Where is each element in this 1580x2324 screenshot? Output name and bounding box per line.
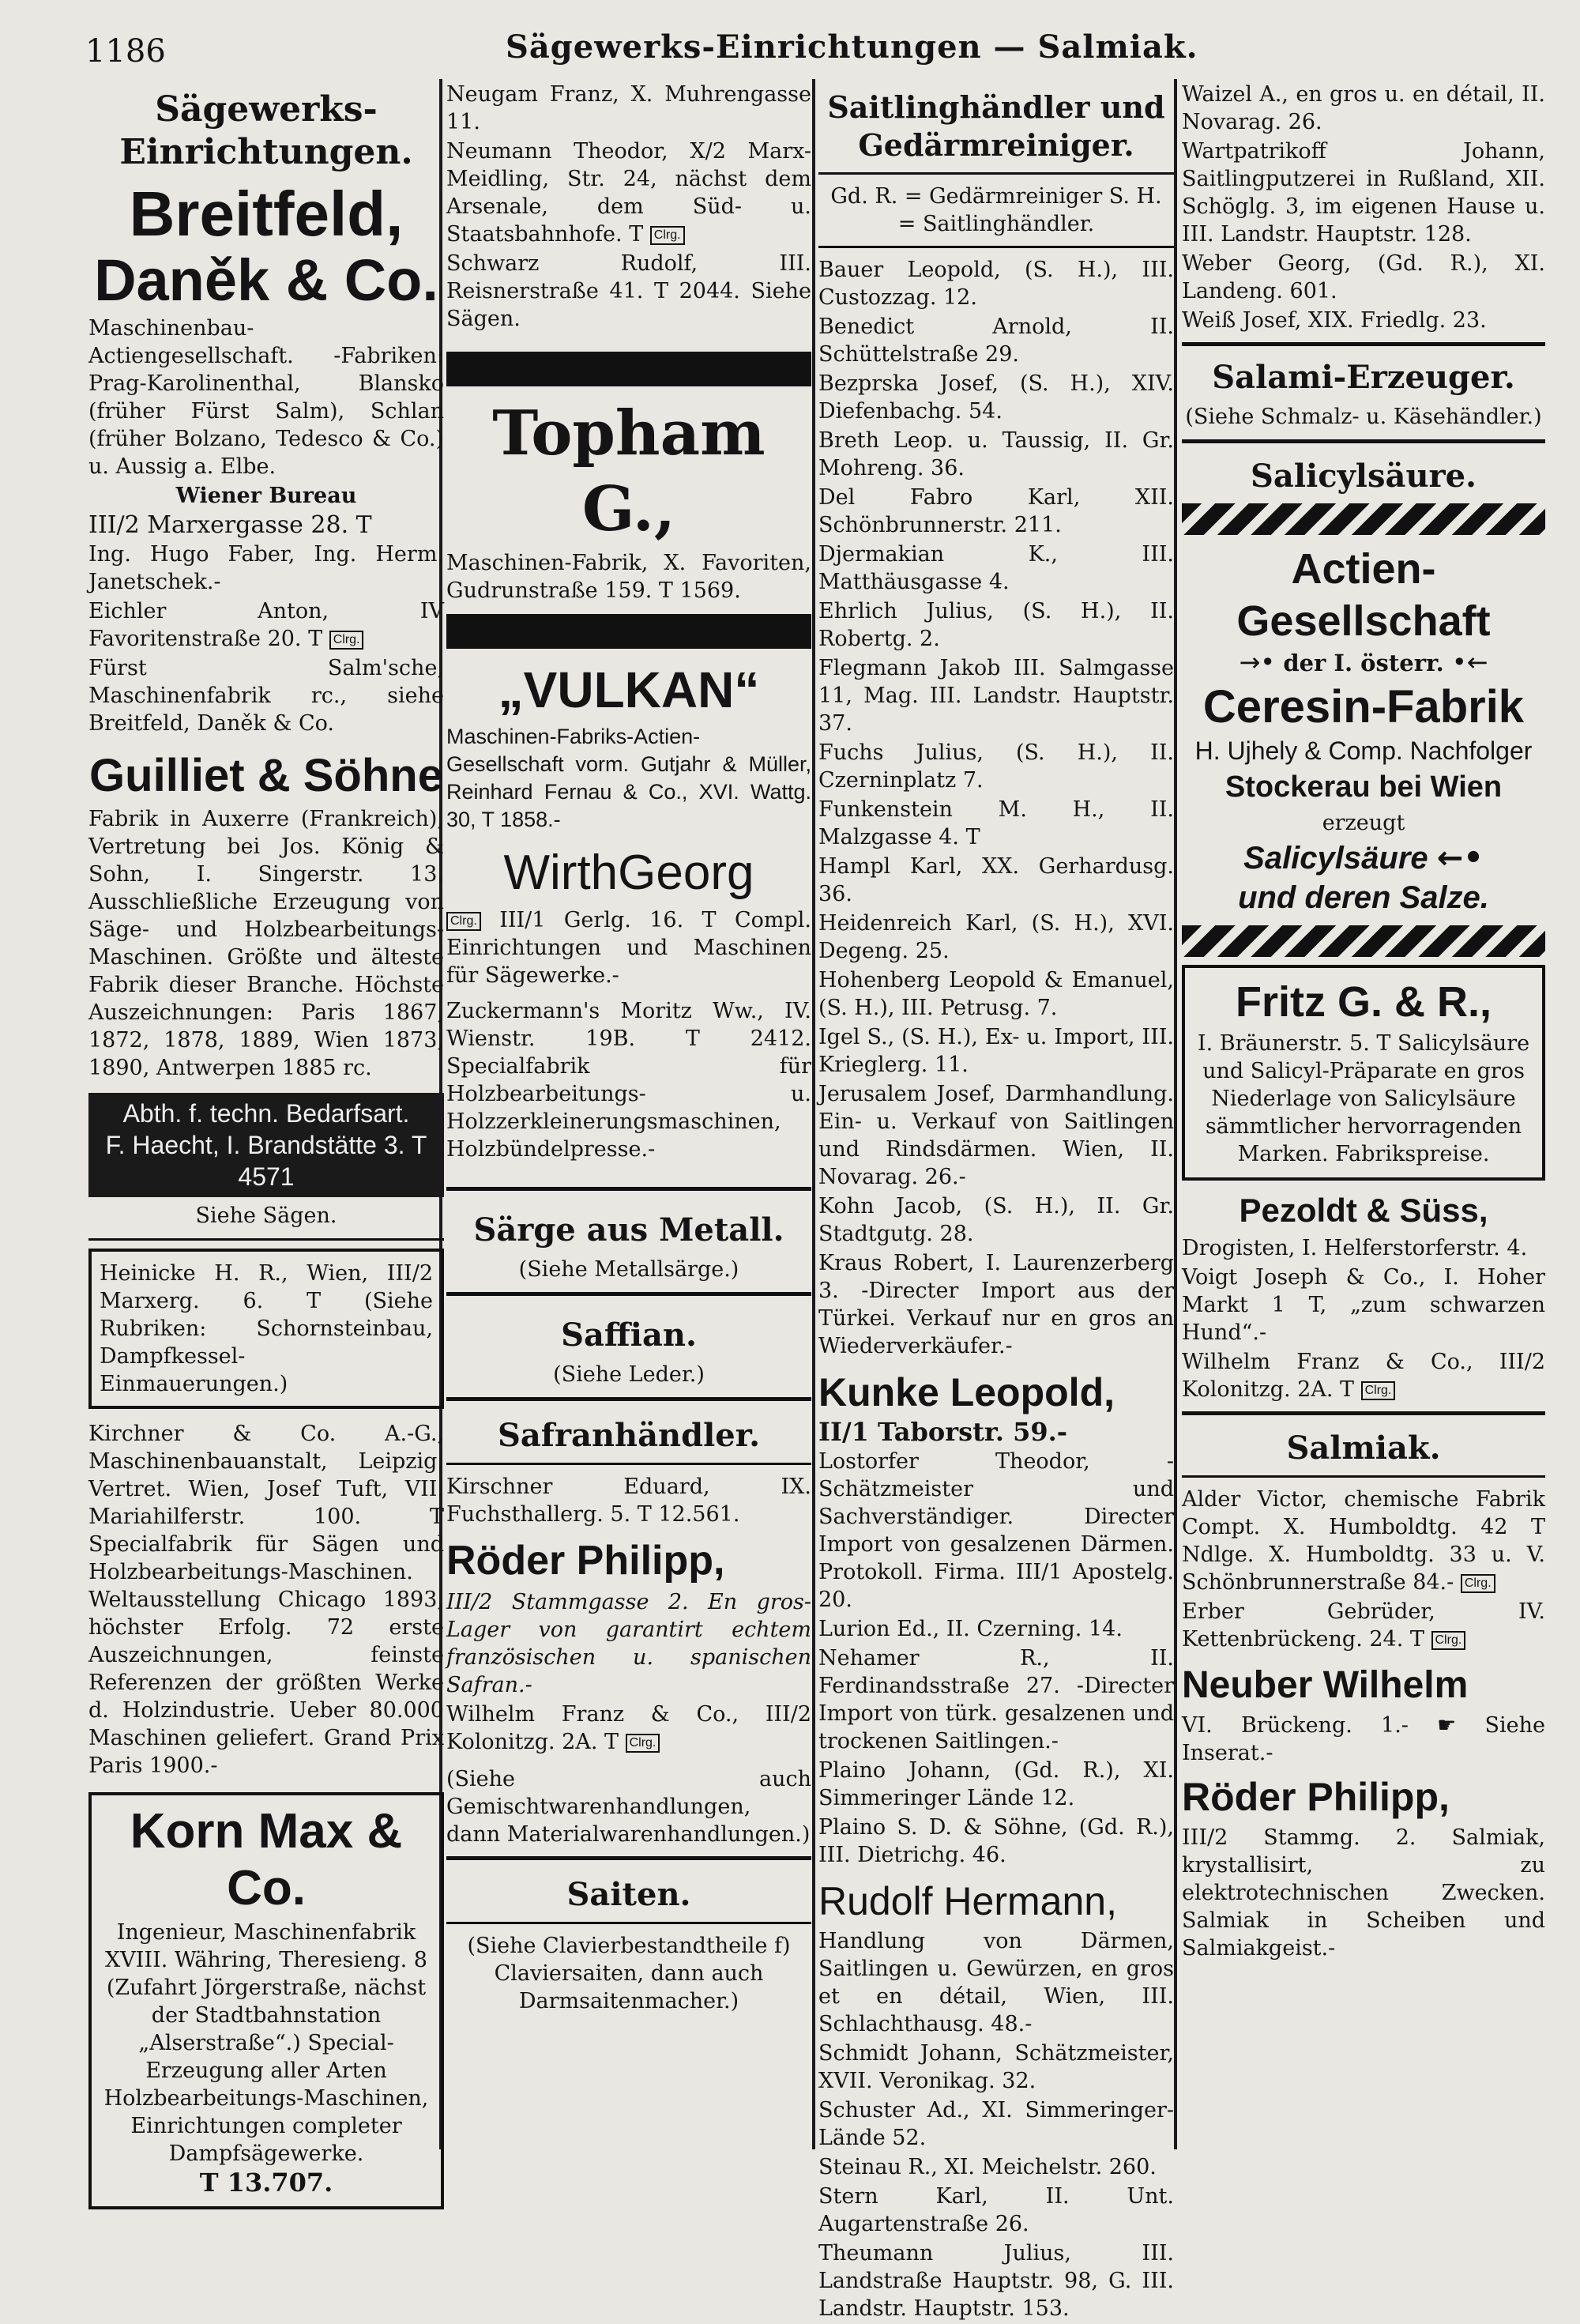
ad-haecht (88, 1093, 444, 1197)
listing-entry: Bauer Leopold, (S. H.), III. Custozzag. 12. (818, 258, 1174, 310)
cross-reference: (Siehe Metallsärge.) (518, 1257, 739, 1282)
ad-text: Wiener Bureau (175, 484, 357, 508)
column-2 (446, 79, 811, 2017)
ad-text: III/2 Stammgasse 2. En gros-Lager von garantirt echtem französischen u. spanischen Safran.- (446, 1590, 811, 1697)
section-head: Sägewerks-Einrichtungen. (119, 89, 413, 172)
ad-text: III/2 Stammg. 2. Salmiak, krystallisirt, zu elektrotechnischen Zwecken. Salmiak in Scheiben und Salmiakgeist.- (1182, 1825, 1545, 1961)
ad-title: Rudolf Hermann, (818, 1879, 1117, 1923)
divider (446, 1463, 811, 1465)
cross-reference: (Siehe Schmalz- u. Käsehändler.) (1185, 405, 1542, 429)
ad-title: Korn Max & Co. (130, 1804, 403, 1915)
ad-text: VI. Brückeng. 1.- ☛ Siehe Inserat.- (1182, 1713, 1545, 1765)
running-head: Sägewerks-Einrichtungen — Salmiak. (506, 28, 1198, 66)
column-rule (1174, 79, 1177, 2149)
ad-ceresin (1182, 543, 1545, 917)
ad-title: Ceresin-Fabrik (1202, 681, 1525, 733)
divider (818, 246, 1174, 248)
section-head: Salmiak. (1286, 1429, 1441, 1467)
listing-entry: Benedict Arnold, II. Schüttelstraße 29. (818, 315, 1174, 367)
column-4 (1182, 79, 1545, 1964)
listing-entry: (Siehe auch Gemischtwarenhandlungen, dann Materialwarenhandlungen.) (446, 1767, 811, 1847)
listing-entry: Plaino Johann, (Gd. R.), XI. Simmeringer Lände 12. (818, 1758, 1174, 1810)
listing-entry: Waizel A., en gros u. en détail, II. Novarag. 26. (1182, 82, 1545, 134)
listing-entry: Wartpatrikoff Johann, Saitlingputzerei in Rußland, XII. Schöglg. 3, im eigenen Hause u. III. Landstr. Hauptstr. 128. (1182, 139, 1545, 247)
ad-heinicke: Heinicke H. R., Wien, III/2 Marxerg. 6. T (Siehe Rubriken: Schornsteinbau, Dampfkessel-Einmauerungen.) (88, 1249, 444, 1409)
listing-entry (1182, 1348, 1545, 1403)
arrow-right-icon: →• (1239, 647, 1276, 677)
ad-text: Fabrik in Auxerre (Frankreich), Vertretung bei Jos. König & Sohn, I. Singerstr. 13. Ausschließliche Erzeugung von Säge- und Holzbearbeitungs-Maschinen. Größte und älteste Fabrik dieser Branche. Höchste Auszeichnungen: Paris 1867, 1872, 1878, 1889, Wien 1873, 1890, Antwerpen 1885 rc. (88, 807, 444, 1080)
listing-entry: Djermakian K., III. Matthäusgasse 4. (818, 542, 1174, 594)
ad-title: Kunke Leopold, (818, 1370, 1115, 1414)
listing-entry: Voigt Joseph & Co., I. Hoher Markt 1 T, „zum schwarzen Hund“.- (1182, 1265, 1545, 1345)
ad-text: Abth. f. techn. Bedarfsart. (122, 1099, 410, 1128)
ad-text: Ingenieur, Maschinenfabrik XVIII. Währing, Theresieng. 8 (Zufahrt Jörgerstraße, nächst der Stadtbahnstation „Alserstraße“.) Special-Erzeugung aller Arten Holzbearbeitungs-Maschinen, Einrichtungen completer Dampfsägewerke. (103, 1920, 429, 2166)
arrow-left-icon: •← (1451, 647, 1488, 677)
listing-entry: Kirschner Eduard, IX. Fuchsthallerg. 5. T 12.561. (446, 1475, 811, 1527)
decorative-wave (1182, 925, 1545, 957)
divider (446, 1922, 811, 1924)
listing-entry: Weiß Josef, XIX. Friedlg. 23. (1182, 308, 1487, 333)
listing-entry (446, 137, 811, 248)
ad-title: Pezoldt & Süss, (1239, 1192, 1488, 1229)
listing-entry: Igel S., (S. H.), Ex- u. Import, III. Krieglerg. 11. (818, 1025, 1174, 1077)
divider (446, 1856, 811, 1860)
listing-entry: Schuster Ad., XI. Simmeringer-Lände 52. (818, 2098, 1174, 2150)
listing-entry: Neugam Franz, X. Muhrengasse 11. (446, 82, 811, 134)
listing-entry: Nehamer R., II. Ferdinandsstraße 27. -Directer Import von türk. gesalzenen und trockenen Saitlingen.- (818, 1646, 1174, 1753)
ad-text: Ing. Hugo Faber, Ing. Herm. Janetschek.- (88, 542, 444, 594)
section-head: Salami-Erzeuger. (1212, 359, 1515, 396)
ad-title: Topham G., (492, 397, 766, 545)
ad-text: und deren Salze. (1238, 880, 1489, 915)
listing-entry (88, 597, 444, 653)
ad-text: II/1 Taborstr. 59.- (818, 1417, 1068, 1447)
listing-entry: Heidenreich Karl, (S. H.), XVI. Degeng. 25. (818, 911, 1174, 963)
clrg-badge: Clrg. (1431, 1631, 1466, 1650)
section-head: Saitlinghändler und Gedärmreiniger. (827, 89, 1165, 163)
listing-entry: Schmidt Johann, Schätzmeister, XVII. Veronikag. 32. (818, 2041, 1174, 2093)
ad-text: I. Bräunerstr. 5. T Salicylsäure und Salicyl-Präparate en gros Niederlage von Salicylsäure sämmtlicher hervorragenden Marken. Fabrikspreise. (1197, 1031, 1530, 1166)
listing-entry (446, 906, 811, 989)
clrg-badge: Clrg. (626, 1734, 660, 1753)
listing-entry: Jerusalem Josef, Darmhandlung. Ein- u. Verkauf von Saitlingen und Rindsdärmen. Wien, II. Novarag. 26.- (818, 1082, 1174, 1189)
ad-text: H. Ujhely & Comp. Nachfolger (1194, 736, 1533, 765)
clrg-badge: Clrg. (1461, 1574, 1495, 1593)
entry-text: Neumann Theodor, X/2 Marx-Meidling, Str. 24, nächst dem Arsenale, dem Süd- u. Staatsbahnhofe. T (446, 139, 811, 247)
ad-text: der I. österr. (1283, 650, 1444, 676)
listing-entry: Fuchs Julius, (S. H.), II. Czerninplatz 7. (818, 740, 1174, 793)
arrow-left-icon: ←• (1436, 840, 1484, 876)
listing-entry: Schwarz Rudolf, III. Reisnerstraße 41. T 2044. Siehe Sägen. (446, 251, 811, 331)
ad-text: III/2 Marxergasse 28. T (88, 511, 372, 539)
listing-entry: Plaino S. D. & Söhne, (Gd. R.), III. Dietrichg. 46. (818, 1815, 1174, 1867)
column-1 (88, 79, 444, 2217)
listing-entry (446, 1701, 811, 1756)
clrg-badge: Clrg. (446, 912, 481, 931)
page-number: 1186 (85, 33, 166, 70)
cross-reference: Siehe Sägen. (195, 1203, 337, 1228)
ad-text: erzeugt (1322, 811, 1405, 835)
listing-entry: Breth Leop. u. Taussig, II. Gr. Mohreng. 36. (818, 428, 1174, 480)
listing-entry (1182, 1486, 1545, 1596)
ad-title: Neuber Wilhelm (1182, 1664, 1469, 1706)
listing-entry: Zuckermann's Moritz Ww., IV. Wienstr. 19B. T 2412. Specialfabrik für Holzbearbeitungs- u. Holzzerkleinerungsmaschinen, Holzbündelpresse.- (446, 999, 811, 1162)
ad-text: Salicylsäure (1243, 841, 1428, 876)
listing-entry: Kraus Robert, I. Laurenzerberg 3. -Directer Import aus der Türkei. Verkauf nur en gros an Wiederverkäufer.- (818, 1251, 1174, 1358)
listing-entry: Ehrlich Julius, (S. H.), II. Robertg. 2. (818, 599, 1174, 651)
clrg-badge: Clrg. (650, 226, 685, 245)
listing-entry: Lurion Ed., II. Czerning. 14. (818, 1617, 1123, 1641)
entry-text: Wilhelm Franz & Co., III/2 Kolonitzg. 2A. T (1182, 1350, 1545, 1402)
divider (1182, 1411, 1545, 1415)
ad-title: Actien-Gesellschaft (1236, 545, 1491, 645)
column-3 (818, 79, 1174, 2324)
ad-title: Breitfeld, (129, 179, 404, 249)
ad-bar (446, 352, 811, 386)
section-head: Safranhändler. (497, 1417, 761, 1454)
listing-group (1182, 81, 1545, 334)
entry-text: Erber Gebrüder, IV. Kettenbrückeng. 24. T (1182, 1599, 1545, 1652)
ad-title: Daněk & Co. (94, 247, 438, 313)
section-head: Salicylsäure. (1251, 458, 1477, 495)
ad-text: F. Haecht, I. Brandstätte 3. T 4571 (105, 1131, 427, 1191)
ad-text: T 13.707. (199, 2168, 333, 2198)
cross-reference: (Siehe Leder.) (553, 1362, 705, 1387)
entry-text: Alder Victor, chemische Fabrik Compt. X. Humboldtg. 42 T Ndlge. X. Humboldtg. 33 u. V. Schönbrunnerstraße 84.- (1182, 1487, 1545, 1595)
ad-text: Maschinenbau-Actiengesellschaft. -Fabriken: Prag-Karolinenthal, Blansko (früher Fürst Salm), Schlan (früher Bolzano, Tedesco & Co.) u. Aussig a. Elbe. (88, 316, 444, 479)
ad-text (1182, 649, 1545, 677)
listing-entry: Stern Karl, II. Unt. Augartenstraße 26. (818, 2184, 1174, 2236)
divider (1182, 342, 1545, 346)
listing-entry: Lostorfer Theodor, -Schätzmeister und Sachverständiger. Directer Import von gesalzenen Därmen. Protokoll. Firma. III/1 Apostelg. 20. (818, 1449, 1174, 1612)
listing-entry: Del Fabro Karl, XII. Schönbrunnerstr. 211. (818, 485, 1174, 537)
listing-entry: Funkenstein M. H., II. Malzgasse 4. T (818, 797, 1174, 849)
legend: Gd. R. = Gedärmreiniger S. H. = Saitlinghändler. (830, 184, 1162, 236)
ad-text: Maschinen-Fabriks-Actien-Gesellschaft vorm. Gutjahr & Müller, Reinhard Fernau & Co., XVI. Wattg. 30, T 1858.- (446, 725, 811, 831)
ad-korn (88, 1792, 444, 2209)
entry-text: III/1 Gerlg. 16. T Compl. Einrichtungen und Maschinen für Sägewerke.- (446, 908, 811, 988)
entry-text: Eichler Anton, IV Favoritenstraße 20. T (88, 599, 444, 651)
ad-title: Röder Philipp, (446, 1538, 725, 1584)
listing-group (818, 1448, 1174, 1869)
listing-entry: Fürst Salm'sche, Maschinenfabrik rc., siehe Breitfeld, Daněk & Co. (88, 656, 444, 736)
listing-entry: Theumann Julius, III. Landstraße Hauptstr. 98, G. III. Landstr. Hauptstr. 153. (818, 2241, 1174, 2321)
listing-entry: Kohn Jacob, (S. H.), II. Gr. Stadtgutg. 28. (818, 1194, 1174, 1246)
ad-text: Handlung von Därmen, Saitlingen u. Gewürzen, en gros et en détail, Wien, III. Schlachthausg. 48.- (818, 1929, 1174, 2036)
ad-title: Guilliet & Söhne (89, 750, 443, 801)
decorative-wave (1182, 503, 1545, 535)
clrg-badge: Clrg. (329, 631, 364, 650)
listing-entry (1182, 1598, 1545, 1653)
listing-group (818, 256, 1174, 1360)
section-head: Saiten. (566, 1876, 691, 1913)
section-head: Saffian. (561, 1316, 697, 1354)
divider (1182, 439, 1545, 443)
listing-entry: Hohenberg Leopold & Emanuel, (S. H.), III. Petrusg. 7. (818, 968, 1174, 1020)
section-head: Särge aus Metall. (473, 1211, 784, 1249)
listing-entry: Weber Georg, (Gd. R.), XI. Landeng. 601. (1182, 251, 1545, 303)
ad-text (1182, 838, 1545, 878)
divider (818, 172, 1174, 175)
ad-title: WirthGeorg (503, 846, 754, 900)
divider (446, 1292, 811, 1296)
listing-entry: Bezprska Josef, (S. H.), XIV. Diefenbachg. 54. (818, 371, 1174, 424)
ad-bar (446, 614, 811, 649)
ad-breitfeld (88, 180, 444, 596)
ad-title: Röder Philipp, (1182, 1775, 1450, 1819)
ad-text: Maschinen-Fabrik, X. Favoriten, Gudrunstraße 159. T 1569. (446, 551, 811, 603)
divider (88, 1238, 444, 1241)
ad-text: Stockerau bei Wien (1224, 770, 1503, 804)
divider (446, 1187, 811, 1191)
ad-title: „VULKAN“ (498, 661, 760, 718)
listing-group (818, 2040, 1174, 2322)
clrg-badge: Clrg. (1361, 1381, 1396, 1400)
entry-text: Wilhelm Franz & Co., III/2 Kolonitzg. 2A. T (446, 1702, 811, 1754)
divider (446, 1397, 811, 1401)
listing-entry: Hampl Karl, XX. Gerhardusg. 36. (818, 854, 1174, 906)
listing-entry: Flegmann Jakob III. Salmgasse 11, Mag. III. Landstr. Hauptstr. 37. (818, 656, 1174, 736)
divider (1182, 1475, 1545, 1478)
ad-text: Drogisten, I. Helferstorferstr. 4. (1182, 1236, 1528, 1260)
listing-entry: Kirchner & Co. A.-G., Maschinenbauanstalt, Leipzig. Vertret. Wien, Josef Tuft, VII. Mariahilferstr. 100. T Specialfabrik für Sägen und Holzbearbeitungs-Maschinen. Weltausstellung Chicago 1893, höchster Erfolg. 72 erste Auszeichnungen, feinste Referenzen der größten Werke d. Holzindustrie. Ueber 80.000 Maschinen geliefert. Grand Prix Paris 1900.- (88, 1422, 444, 1778)
ad-fritz (1182, 965, 1545, 1181)
listing-entry: Steinau R., XI. Meichelstr. 260. (818, 2155, 1157, 2179)
ad-title: Fritz G. & R., (1236, 978, 1492, 1026)
cross-reference: (Siehe Clavierbestandtheile f) Claviersaiten, dann auch Darmsaitenmacher.) (467, 1934, 791, 2013)
column-rule (812, 79, 815, 2149)
